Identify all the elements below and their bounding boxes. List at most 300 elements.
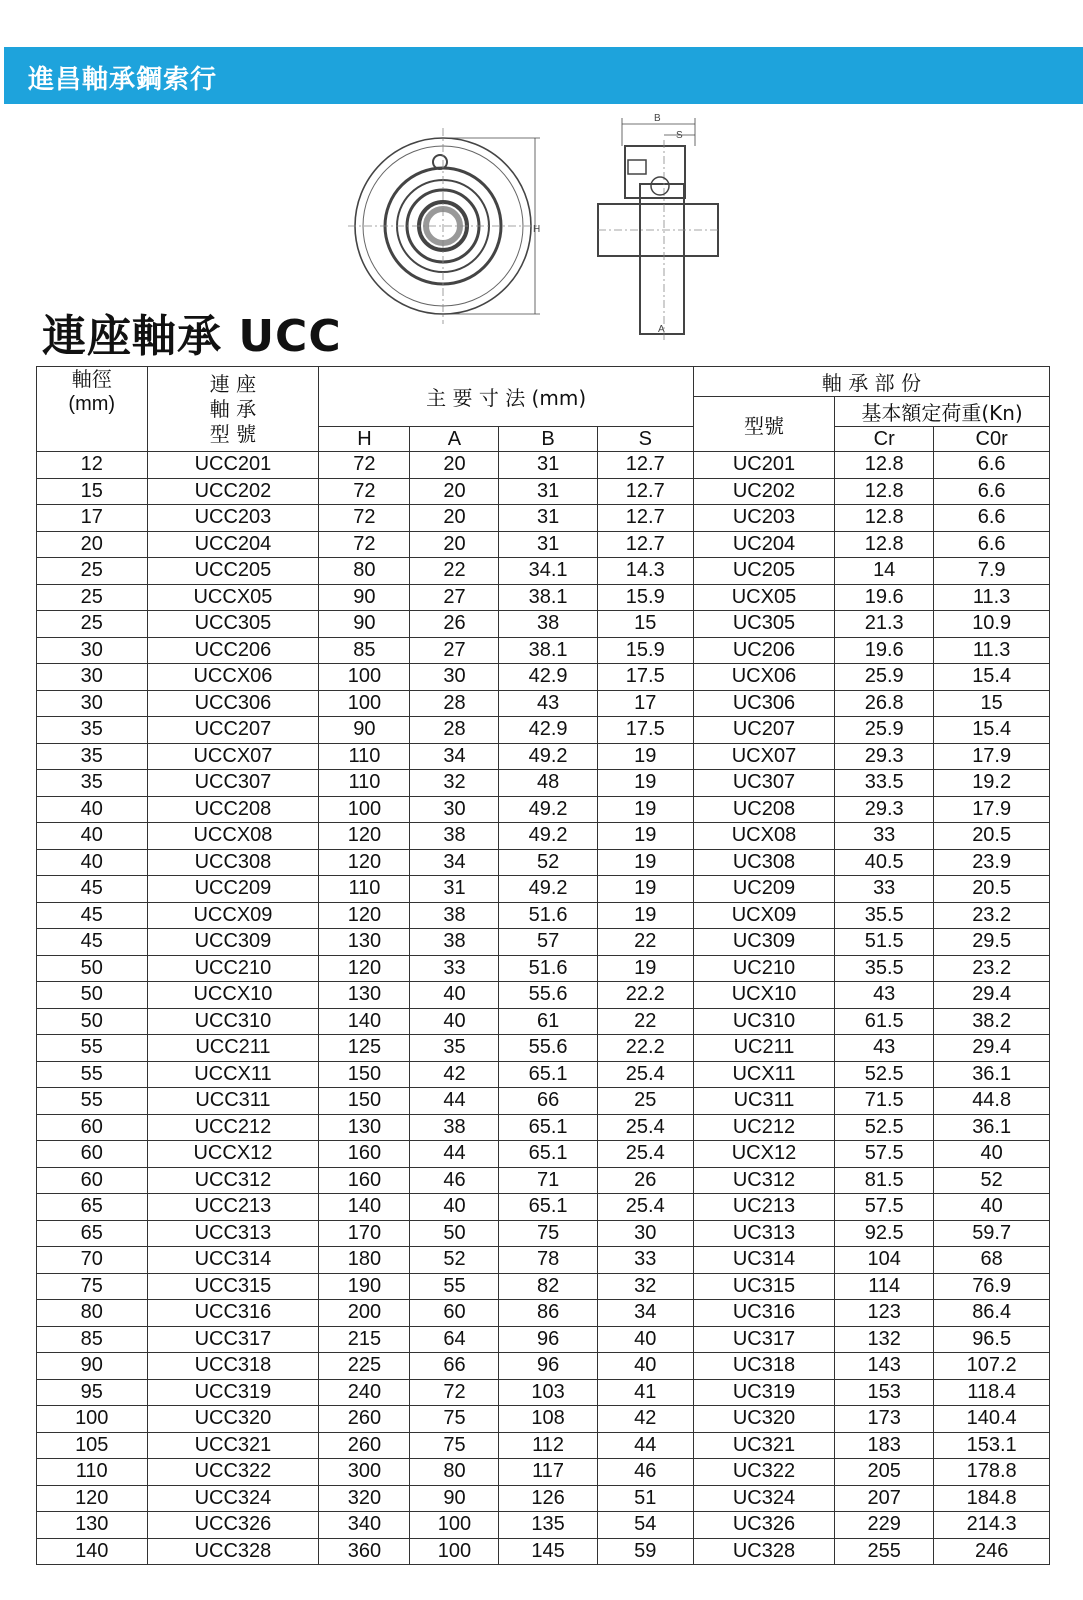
cell-s: 22 xyxy=(597,1008,693,1035)
cell-b: 96 xyxy=(499,1326,597,1353)
cell-unit-model: UCCX12 xyxy=(147,1141,319,1168)
cell-cr: 40.5 xyxy=(835,849,934,876)
table-row xyxy=(37,1220,1050,1247)
cell-h: 260 xyxy=(319,1432,410,1459)
dim-b-label: B xyxy=(654,113,661,124)
cell-c0r: 20.5 xyxy=(934,876,1050,903)
cell-b: 65.1 xyxy=(499,1114,597,1141)
cell-b: 38.1 xyxy=(499,584,597,611)
cell-h: 140 xyxy=(319,1194,410,1221)
cell-bearing-model: UC203 xyxy=(693,505,834,532)
cell-bearing-model: UCX08 xyxy=(693,823,834,850)
table-row xyxy=(37,1406,1050,1433)
cell-bearing-model: UC210 xyxy=(693,955,834,982)
cell-unit-model: UCCX08 xyxy=(147,823,319,850)
cell-unit-model: UCC203 xyxy=(147,505,319,532)
cell-c0r: 11.3 xyxy=(934,637,1050,664)
cell-unit-model: UCC328 xyxy=(147,1538,319,1565)
cell-c0r: 96.5 xyxy=(934,1326,1050,1353)
cell-unit-model: UCC310 xyxy=(147,1008,319,1035)
cell-a: 26 xyxy=(410,611,499,638)
cell-c0r: 153.1 xyxy=(934,1432,1050,1459)
cell-a: 46 xyxy=(410,1167,499,1194)
cell-a: 80 xyxy=(410,1459,499,1486)
cell-shaft: 110 xyxy=(37,1459,148,1486)
cell-s: 12.7 xyxy=(597,505,693,532)
cell-shaft: 85 xyxy=(37,1326,148,1353)
cell-bearing-model: UC305 xyxy=(693,611,834,638)
table-row xyxy=(37,531,1050,558)
table-row xyxy=(37,452,1050,479)
cell-bearing-model: UCX07 xyxy=(693,743,834,770)
cell-unit-model: UCC305 xyxy=(147,611,319,638)
cell-s: 34 xyxy=(597,1300,693,1327)
cell-cr: 153 xyxy=(835,1379,934,1406)
table-row xyxy=(37,1326,1050,1353)
cell-bearing-model: UC317 xyxy=(693,1326,834,1353)
cell-c0r: 246 xyxy=(934,1538,1050,1565)
cell-b: 108 xyxy=(499,1406,597,1433)
table-row xyxy=(37,1485,1050,1512)
cell-bearing-model: UC310 xyxy=(693,1008,834,1035)
cell-shaft: 55 xyxy=(37,1061,148,1088)
cell-s: 32 xyxy=(597,1273,693,1300)
cell-b: 49.2 xyxy=(499,743,597,770)
cell-cr: 255 xyxy=(835,1538,934,1565)
cell-h: 200 xyxy=(319,1300,410,1327)
table-row xyxy=(37,823,1050,850)
table-row xyxy=(37,1035,1050,1062)
cell-cr: 51.5 xyxy=(835,929,934,956)
cell-s: 25 xyxy=(597,1088,693,1115)
cell-shaft: 100 xyxy=(37,1406,148,1433)
cell-cr: 104 xyxy=(835,1247,934,1274)
cell-b: 34.1 xyxy=(499,558,597,585)
cell-bearing-model: UC201 xyxy=(693,452,834,479)
cell-a: 66 xyxy=(410,1353,499,1380)
cell-bearing-model: UC307 xyxy=(693,770,834,797)
cell-bearing-model: UC206 xyxy=(693,637,834,664)
cell-bearing-model: UC326 xyxy=(693,1512,834,1539)
cell-b: 57 xyxy=(499,929,597,956)
cell-cr: 33 xyxy=(835,876,934,903)
cell-cr: 57.5 xyxy=(835,1141,934,1168)
cell-bearing-model: UC311 xyxy=(693,1088,834,1115)
cell-h: 240 xyxy=(319,1379,410,1406)
cell-cr: 52.5 xyxy=(835,1114,934,1141)
cell-a: 100 xyxy=(410,1538,499,1565)
cell-a: 20 xyxy=(410,505,499,532)
cell-a: 42 xyxy=(410,1061,499,1088)
cell-a: 20 xyxy=(410,478,499,505)
cell-cr: 92.5 xyxy=(835,1220,934,1247)
table-row xyxy=(37,1247,1050,1274)
cell-unit-model: UCC202 xyxy=(147,478,319,505)
cell-a: 38 xyxy=(410,823,499,850)
table-row xyxy=(37,611,1050,638)
cell-a: 32 xyxy=(410,770,499,797)
cell-shaft: 30 xyxy=(37,664,148,691)
cell-a: 22 xyxy=(410,558,499,585)
cell-cr: 207 xyxy=(835,1485,934,1512)
cell-a: 27 xyxy=(410,637,499,664)
cell-s: 26 xyxy=(597,1167,693,1194)
cell-c0r: 19.2 xyxy=(934,770,1050,797)
cell-bearing-model: UC313 xyxy=(693,1220,834,1247)
cell-shaft: 50 xyxy=(37,955,148,982)
cell-cr: 205 xyxy=(835,1459,934,1486)
cell-a: 55 xyxy=(410,1273,499,1300)
cell-unit-model: UCC211 xyxy=(147,1035,319,1062)
cell-shaft: 90 xyxy=(37,1353,148,1380)
cell-b: 66 xyxy=(499,1088,597,1115)
cell-bearing-model: UCX12 xyxy=(693,1141,834,1168)
cell-a: 35 xyxy=(410,1035,499,1062)
cell-b: 61 xyxy=(499,1008,597,1035)
page-title: 連座軸承 UCC xyxy=(42,311,342,362)
cell-shaft: 25 xyxy=(37,558,148,585)
cell-c0r: 36.1 xyxy=(934,1061,1050,1088)
cell-bearing-model: UC320 xyxy=(693,1406,834,1433)
cell-h: 190 xyxy=(319,1273,410,1300)
cell-shaft: 50 xyxy=(37,1008,148,1035)
cell-bearing-model: UC205 xyxy=(693,558,834,585)
cell-h: 180 xyxy=(319,1247,410,1274)
cell-h: 90 xyxy=(319,717,410,744)
cell-unit-model: UCC212 xyxy=(147,1114,319,1141)
cell-shaft: 15 xyxy=(37,478,148,505)
cell-s: 46 xyxy=(597,1459,693,1486)
cell-bearing-model: UC202 xyxy=(693,478,834,505)
col-group-bearing-part: 軸 承 部 份 xyxy=(693,367,1049,397)
cell-s: 19 xyxy=(597,823,693,850)
cell-shaft: 75 xyxy=(37,1273,148,1300)
col-b: B xyxy=(499,427,597,452)
cell-cr: 14 xyxy=(835,558,934,585)
cell-c0r: 6.6 xyxy=(934,505,1050,532)
cell-cr: 81.5 xyxy=(835,1167,934,1194)
cell-b: 38.1 xyxy=(499,637,597,664)
table-row xyxy=(37,1061,1050,1088)
cell-c0r: 11.3 xyxy=(934,584,1050,611)
col-shaft-diameter: 軸徑 (mm) xyxy=(37,367,148,452)
cell-unit-model: UCC313 xyxy=(147,1220,319,1247)
table-row xyxy=(37,876,1050,903)
cell-bearing-model: UC316 xyxy=(693,1300,834,1327)
cell-shaft: 130 xyxy=(37,1512,148,1539)
cell-b: 78 xyxy=(499,1247,597,1274)
cell-unit-model: UCC319 xyxy=(147,1379,319,1406)
cell-a: 28 xyxy=(410,690,499,717)
cell-shaft: 140 xyxy=(37,1538,148,1565)
cell-s: 59 xyxy=(597,1538,693,1565)
cell-a: 52 xyxy=(410,1247,499,1274)
cell-shaft: 40 xyxy=(37,849,148,876)
cell-cr: 33.5 xyxy=(835,770,934,797)
cell-unit-model: UCC326 xyxy=(147,1512,319,1539)
cell-c0r: 140.4 xyxy=(934,1406,1050,1433)
cell-cr: 12.8 xyxy=(835,452,934,479)
cell-c0r: 29.5 xyxy=(934,929,1050,956)
cell-b: 96 xyxy=(499,1353,597,1380)
cell-cr: 173 xyxy=(835,1406,934,1433)
cell-unit-model: UCC206 xyxy=(147,637,319,664)
cell-a: 27 xyxy=(410,584,499,611)
cell-c0r: 29.4 xyxy=(934,1035,1050,1062)
cell-shaft: 45 xyxy=(37,876,148,903)
cell-c0r: 59.7 xyxy=(934,1220,1050,1247)
cell-unit-model: UCC320 xyxy=(147,1406,319,1433)
cell-s: 44 xyxy=(597,1432,693,1459)
cell-shaft: 60 xyxy=(37,1141,148,1168)
cell-b: 145 xyxy=(499,1538,597,1565)
cell-b: 31 xyxy=(499,478,597,505)
cell-shaft: 40 xyxy=(37,796,148,823)
cell-cr: 19.6 xyxy=(835,637,934,664)
cell-a: 20 xyxy=(410,531,499,558)
table-row xyxy=(37,1512,1050,1539)
table-row xyxy=(37,1088,1050,1115)
cell-shaft: 70 xyxy=(37,1247,148,1274)
cell-unit-model: UCC207 xyxy=(147,717,319,744)
cell-cr: 26.8 xyxy=(835,690,934,717)
cell-bearing-model: UC319 xyxy=(693,1379,834,1406)
cell-c0r: 44.8 xyxy=(934,1088,1050,1115)
cell-s: 17.5 xyxy=(597,664,693,691)
cell-bearing-model: UC309 xyxy=(693,929,834,956)
cell-b: 31 xyxy=(499,531,597,558)
cell-s: 15 xyxy=(597,611,693,638)
cell-shaft: 40 xyxy=(37,823,148,850)
cell-s: 19 xyxy=(597,770,693,797)
cell-cr: 35.5 xyxy=(835,902,934,929)
cell-unit-model: UCCX06 xyxy=(147,664,319,691)
table-row xyxy=(37,849,1050,876)
dim-a-label: A xyxy=(658,324,665,335)
cell-s: 25.4 xyxy=(597,1114,693,1141)
col-group-main-dimensions: 主 要 寸 法 (mm) xyxy=(319,367,693,427)
cell-s: 19 xyxy=(597,955,693,982)
cell-cr: 25.9 xyxy=(835,717,934,744)
cell-h: 130 xyxy=(319,929,410,956)
cell-cr: 29.3 xyxy=(835,743,934,770)
cell-h: 170 xyxy=(319,1220,410,1247)
cell-bearing-model: UC308 xyxy=(693,849,834,876)
table-row xyxy=(37,1432,1050,1459)
cell-h: 125 xyxy=(319,1035,410,1062)
cell-b: 52 xyxy=(499,849,597,876)
cell-unit-model: UCC312 xyxy=(147,1167,319,1194)
cell-unit-model: UCCX11 xyxy=(147,1061,319,1088)
cell-c0r: 184.8 xyxy=(934,1485,1050,1512)
cell-shaft: 60 xyxy=(37,1167,148,1194)
cell-b: 31 xyxy=(499,452,597,479)
cell-b: 75 xyxy=(499,1220,597,1247)
cell-h: 72 xyxy=(319,505,410,532)
cell-b: 126 xyxy=(499,1485,597,1512)
dim-s-label: S xyxy=(676,130,683,141)
cell-c0r: 118.4 xyxy=(934,1379,1050,1406)
cell-shaft: 45 xyxy=(37,929,148,956)
cell-shaft: 55 xyxy=(37,1088,148,1115)
cell-s: 41 xyxy=(597,1379,693,1406)
table-row xyxy=(37,1300,1050,1327)
col-c0r: C0r xyxy=(934,427,1050,452)
cell-c0r: 76.9 xyxy=(934,1273,1050,1300)
col-unit-model: 連 座 軸 承 型 號 xyxy=(147,367,319,452)
cell-shaft: 12 xyxy=(37,452,148,479)
cell-bearing-model: UC213 xyxy=(693,1194,834,1221)
cell-c0r: 10.9 xyxy=(934,611,1050,638)
cell-unit-model: UCC314 xyxy=(147,1247,319,1274)
cell-cr: 143 xyxy=(835,1353,934,1380)
cell-c0r: 15.4 xyxy=(934,717,1050,744)
cell-shaft: 65 xyxy=(37,1194,148,1221)
cell-h: 110 xyxy=(319,743,410,770)
cell-cr: 12.8 xyxy=(835,531,934,558)
table-row xyxy=(37,796,1050,823)
table-row xyxy=(37,584,1050,611)
cell-a: 44 xyxy=(410,1088,499,1115)
table-row xyxy=(37,1538,1050,1565)
cell-bearing-model: UC207 xyxy=(693,717,834,744)
cell-bearing-model: UC212 xyxy=(693,1114,834,1141)
table-row xyxy=(37,929,1050,956)
cell-unit-model: UCC201 xyxy=(147,452,319,479)
cell-unit-model: UCC321 xyxy=(147,1432,319,1459)
table-row xyxy=(37,955,1050,982)
cell-h: 120 xyxy=(319,823,410,850)
cell-a: 44 xyxy=(410,1141,499,1168)
cell-shaft: 35 xyxy=(37,743,148,770)
cell-shaft: 50 xyxy=(37,982,148,1009)
cell-a: 40 xyxy=(410,982,499,1009)
cell-a: 50 xyxy=(410,1220,499,1247)
cell-bearing-model: UC209 xyxy=(693,876,834,903)
cell-b: 82 xyxy=(499,1273,597,1300)
cell-a: 34 xyxy=(410,743,499,770)
cell-b: 65.1 xyxy=(499,1061,597,1088)
col-a: A xyxy=(410,427,499,452)
cell-cr: 132 xyxy=(835,1326,934,1353)
cell-s: 14.3 xyxy=(597,558,693,585)
col-bearing-model: 型號 xyxy=(693,397,834,452)
cell-a: 72 xyxy=(410,1379,499,1406)
cell-b: 42.9 xyxy=(499,664,597,691)
cell-a: 64 xyxy=(410,1326,499,1353)
cell-cr: 33 xyxy=(835,823,934,850)
cell-h: 120 xyxy=(319,902,410,929)
table-row xyxy=(37,1167,1050,1194)
cell-shaft: 55 xyxy=(37,1035,148,1062)
cell-b: 51.6 xyxy=(499,902,597,929)
cell-c0r: 40 xyxy=(934,1194,1050,1221)
spec-table-body xyxy=(37,452,1050,1565)
cell-cr: 114 xyxy=(835,1273,934,1300)
cell-c0r: 23.2 xyxy=(934,902,1050,929)
cell-a: 28 xyxy=(410,717,499,744)
table-row xyxy=(37,1114,1050,1141)
cell-shaft: 120 xyxy=(37,1485,148,1512)
cell-h: 260 xyxy=(319,1406,410,1433)
cell-s: 17.5 xyxy=(597,717,693,744)
cell-shaft: 35 xyxy=(37,717,148,744)
cell-c0r: 15.4 xyxy=(934,664,1050,691)
col-group-basic-load: 基本額定荷重(Kn) xyxy=(835,397,1050,427)
cell-b: 71 xyxy=(499,1167,597,1194)
cell-unit-model: UCC213 xyxy=(147,1194,319,1221)
table-row xyxy=(37,717,1050,744)
cell-s: 54 xyxy=(597,1512,693,1539)
cell-bearing-model: UC211 xyxy=(693,1035,834,1062)
cell-shaft: 20 xyxy=(37,531,148,558)
table-row xyxy=(37,1459,1050,1486)
table-row xyxy=(37,558,1050,585)
cell-unit-model: UCC204 xyxy=(147,531,319,558)
cell-h: 110 xyxy=(319,876,410,903)
cell-c0r: 40 xyxy=(934,1141,1050,1168)
cell-h: 120 xyxy=(319,849,410,876)
cell-c0r: 15 xyxy=(934,690,1050,717)
cell-b: 103 xyxy=(499,1379,597,1406)
cell-a: 38 xyxy=(410,902,499,929)
cell-unit-model: UCC316 xyxy=(147,1300,319,1327)
cell-shaft: 95 xyxy=(37,1379,148,1406)
cell-a: 75 xyxy=(410,1406,499,1433)
cell-bearing-model: UC306 xyxy=(693,690,834,717)
cell-s: 22.2 xyxy=(597,1035,693,1062)
cell-s: 22 xyxy=(597,929,693,956)
cell-s: 12.7 xyxy=(597,531,693,558)
cell-cr: 229 xyxy=(835,1512,934,1539)
cell-h: 150 xyxy=(319,1088,410,1115)
cell-s: 15.9 xyxy=(597,637,693,664)
cell-h: 340 xyxy=(319,1512,410,1539)
cell-h: 360 xyxy=(319,1538,410,1565)
cell-c0r: 6.6 xyxy=(934,531,1050,558)
cell-shaft: 30 xyxy=(37,637,148,664)
cell-b: 31 xyxy=(499,505,597,532)
cell-a: 40 xyxy=(410,1008,499,1035)
cell-bearing-model: UCX10 xyxy=(693,982,834,1009)
table-row xyxy=(37,664,1050,691)
cell-h: 300 xyxy=(319,1459,410,1486)
cell-shaft: 65 xyxy=(37,1220,148,1247)
cell-h: 90 xyxy=(319,584,410,611)
cell-a: 20 xyxy=(410,452,499,479)
cell-bearing-model: UC328 xyxy=(693,1538,834,1565)
col-h: H xyxy=(319,427,410,452)
cell-c0r: 29.4 xyxy=(934,982,1050,1009)
table-row xyxy=(37,1379,1050,1406)
table-row xyxy=(37,1141,1050,1168)
cell-b: 65.1 xyxy=(499,1194,597,1221)
cell-h: 100 xyxy=(319,664,410,691)
cell-h: 160 xyxy=(319,1141,410,1168)
cell-b: 112 xyxy=(499,1432,597,1459)
cell-unit-model: UCC309 xyxy=(147,929,319,956)
cell-unit-model: UCC209 xyxy=(147,876,319,903)
col-s: S xyxy=(597,427,693,452)
cell-h: 72 xyxy=(319,452,410,479)
cell-s: 19 xyxy=(597,902,693,929)
cell-b: 117 xyxy=(499,1459,597,1486)
cell-h: 100 xyxy=(319,690,410,717)
cell-b: 42.9 xyxy=(499,717,597,744)
cell-unit-model: UCC307 xyxy=(147,770,319,797)
cell-b: 43 xyxy=(499,690,597,717)
cell-h: 130 xyxy=(319,1114,410,1141)
